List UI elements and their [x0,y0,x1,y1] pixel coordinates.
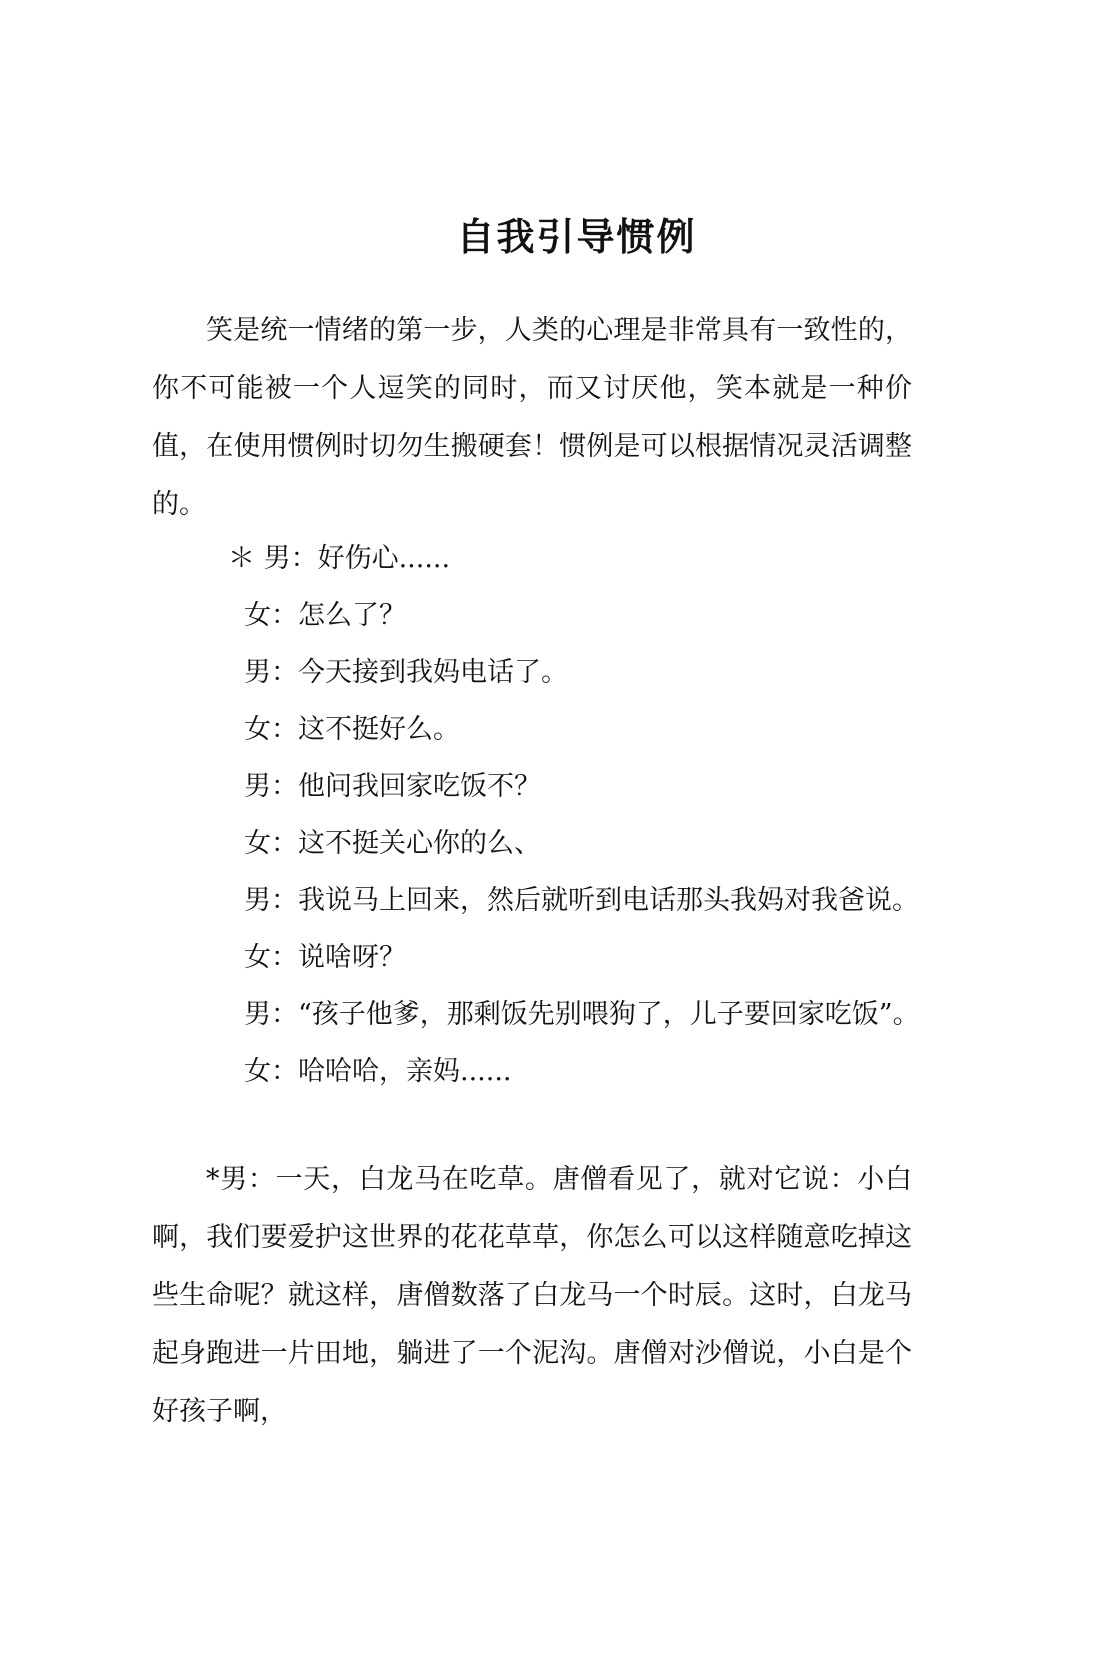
page-title: 自我引导惯例 [456,215,697,259]
dialog-line: 男：我说马上回来，然后就听到电话那头我妈对我爸说。 [244,885,919,916]
dialog-line: 女：怎么了？ [244,600,406,631]
dialog-line: 女：这不挺关心你的么、 [244,828,541,859]
dialog-line: 男：他问我回家吃饭不？ [244,771,541,802]
dialog-line: 女：哈哈哈，亲妈...... [244,1056,512,1087]
intro-paragraph: 笑是统一情绪的第一步，人类的心理是非常具有一致性的，你不可能被一个人逗笑的同时，而又讨厌他，笑本就是一种价值，在使用惯例时切勿生搬硬套！惯例是可以根据情况灵活调整的。 [152,315,912,520]
dialog-line: 男：今天接到我妈电话了。 [244,657,568,688]
dialog-line: 女：这不挺好么。 [244,714,460,745]
story-paragraph: *男：一天，白龙马在吃草。唐僧看见了，就对它说：小白啊，我们要爱护这世界的花花草草，你怎么可以这样随意吃掉这些生命呢？就这样，唐僧数落了白龙马一个时辰。这时，白龙马起身跑进一片田地，躺进了一个泥沟。唐僧对沙僧说，小白是个好孩子啊， [152,1164,912,1427]
dialog-list [228,530,928,1100]
dialog-line: 男：“孩子他爹，那剩饭先别喂狗了，儿子要回家吃饭”。 [244,999,920,1030]
dialog-line: 女：说啥呀？ [244,942,406,973]
dialog-line: ＊ 男：好伤心...... [228,543,451,574]
